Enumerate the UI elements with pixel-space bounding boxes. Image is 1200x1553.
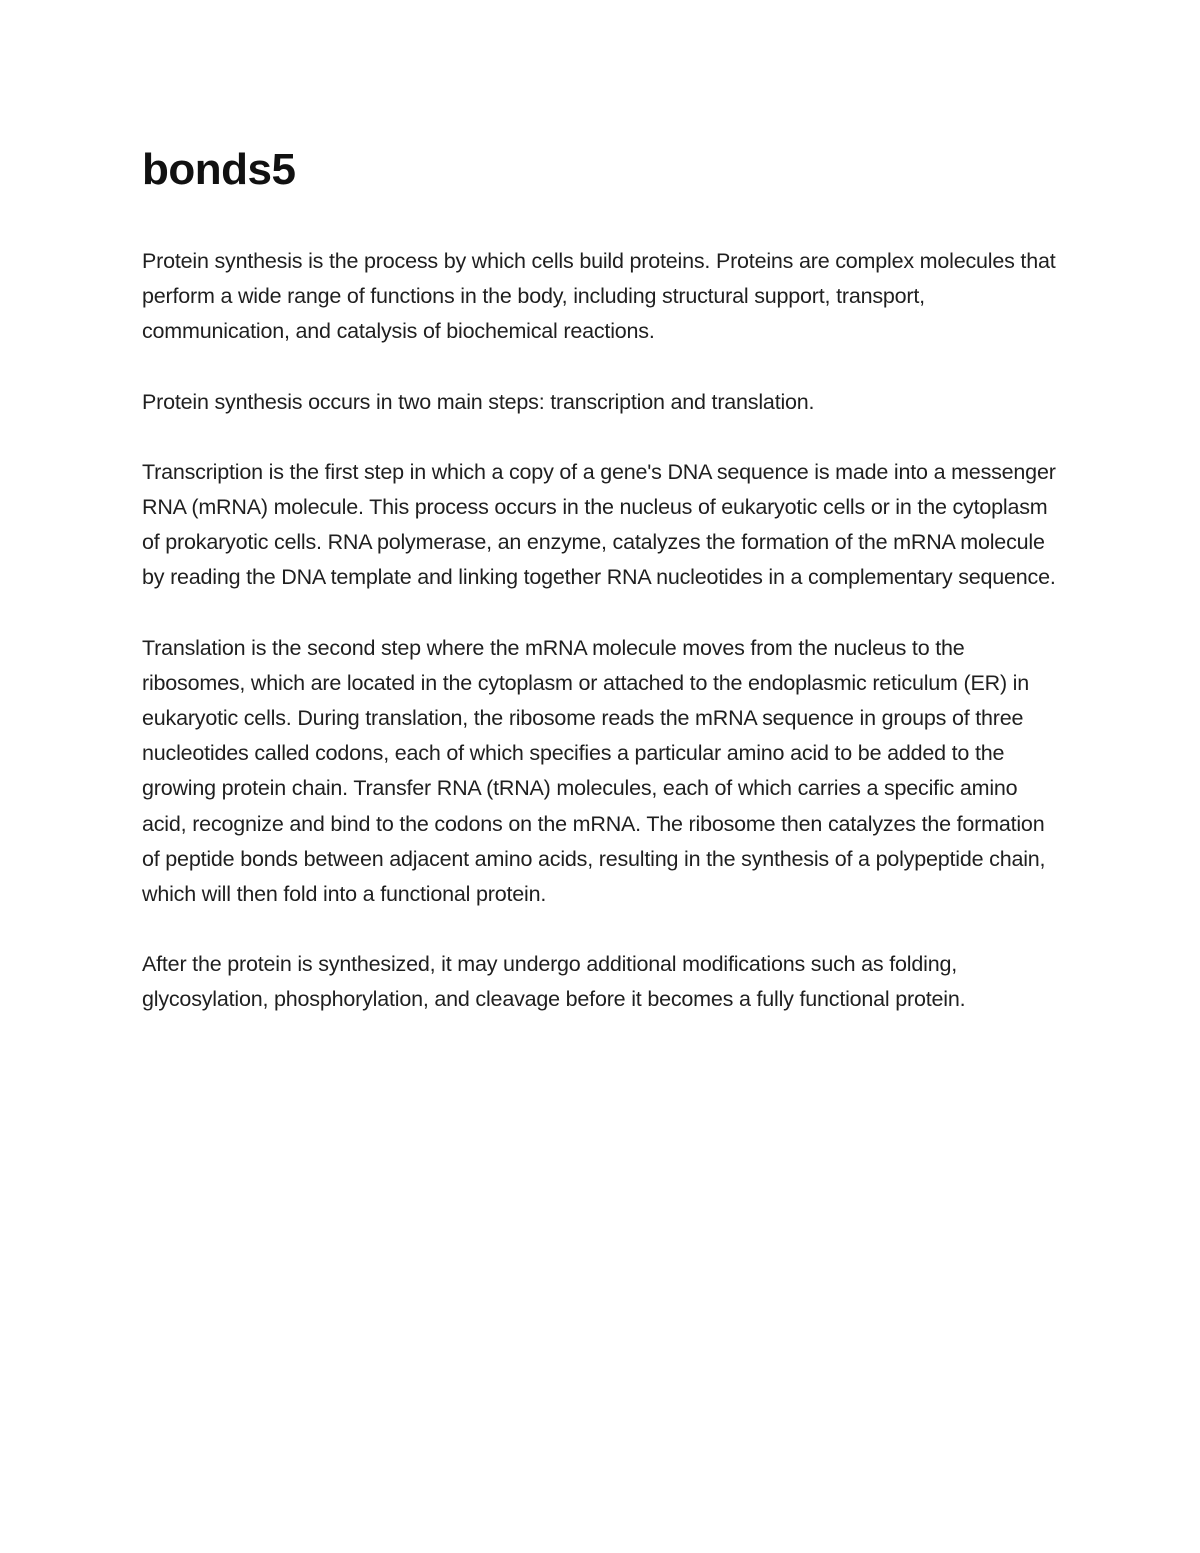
paragraph-translation: Translation is the second step where the mRNA molecule moves from the nucleus to the ribosomes, which are located in the cytoplasm or attached to the endoplasmic reticulum (ER) in eukaryotic cells. During translation, the ribosome reads the mRNA sequence in groups of three nucleotides called codons, each of which specifies a particular amino acid to be added to the growing protein chain. Transfer RNA (tRNA) molecules, each of which carries a specific amino acid, recognize and bind to the codons on the mRNA. The ribosome then catalyzes the formation of peptide bonds between adjacent amino acids, resulting in the synthesis of a polypeptide chain, which will then fold into a functional protein.	[142, 635, 1046, 907]
paragraph-transcription: Transcription is the first step in which a copy of a gene's DNA sequence is made into a messenger RNA (mRNA) molecule. This process occurs in the nucleus of eukaryotic cells or in the cytoplasm of prokaryotic cells. RNA polymerase, an enzyme, catalyzes the formation of the mRNA molecule by reading the DNA template and linking together RNA nucleotides in a complementary sequence.	[142, 459, 1056, 590]
document-content	[142, 140, 1062, 1053]
paragraph-intro: Protein synthesis is the process by which cells build proteins. Proteins are complex molecules that perform a wide range of functions in the body, including structural support, transport, communication, and catalysis of biochemical reactions.	[142, 249, 1056, 344]
document-title: bonds5	[142, 145, 296, 194]
paragraph-modifications: After the protein is synthesized, it may undergo additional modifications such as folding, glycosylation, phosphorylation, and cleavage before it becomes a fully functional protein.	[142, 952, 966, 1012]
paragraph-steps: Protein synthesis occurs in two main steps: transcription and translation.	[142, 389, 815, 414]
